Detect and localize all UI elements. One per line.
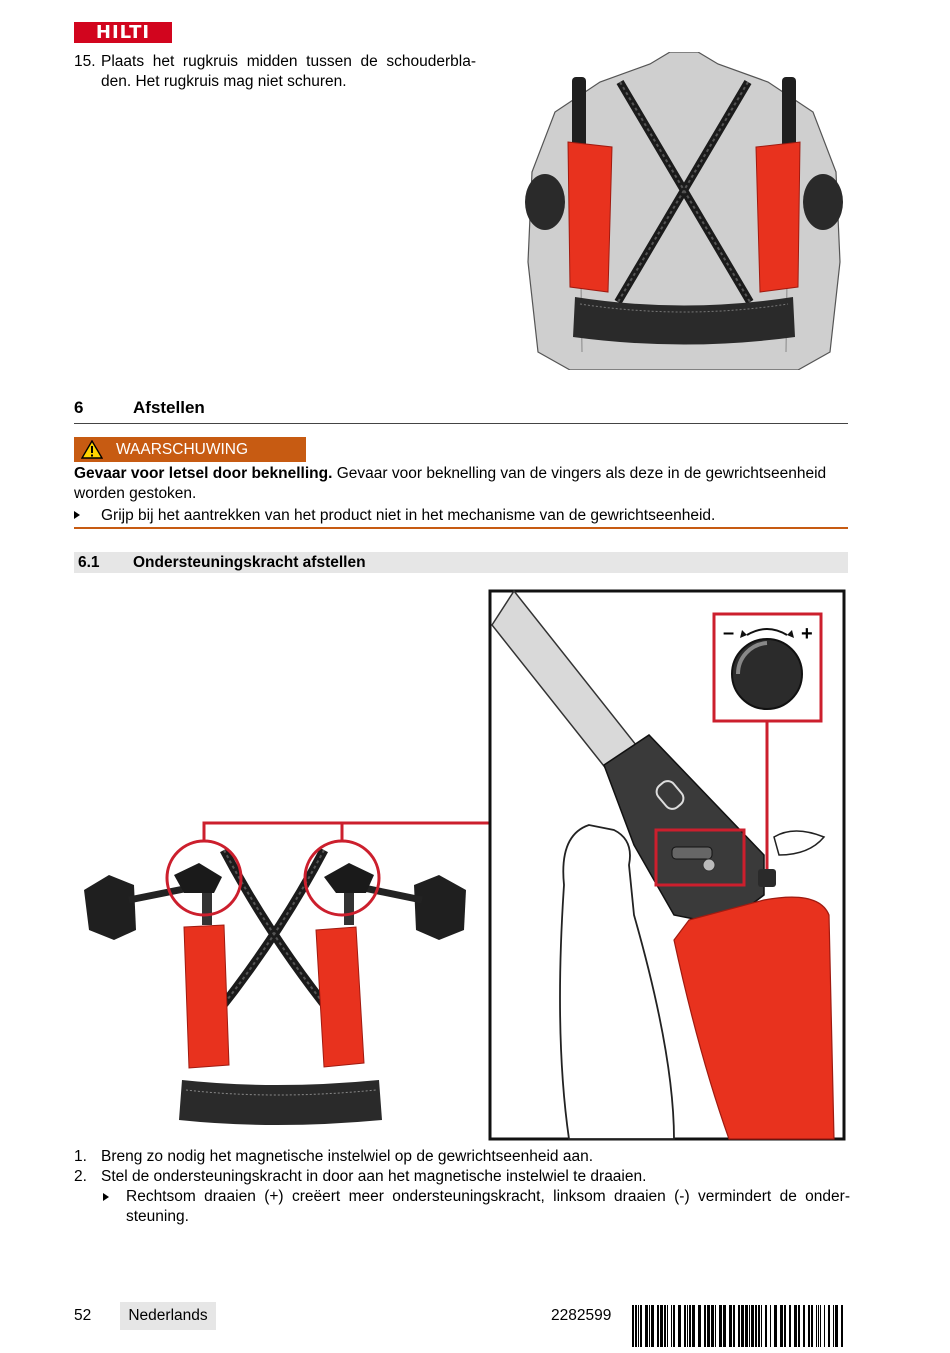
barcode-stripe xyxy=(803,1305,805,1347)
page-number: 52 xyxy=(74,1307,92,1324)
barcode-stripe xyxy=(707,1305,710,1347)
adjustment-illustration xyxy=(74,585,850,1141)
step-15 xyxy=(74,52,476,92)
barcode-stripe xyxy=(729,1305,732,1347)
sub-bullet-text: Rechtsom draaien (+) creëert meer ondersteuningskracht, linksom draaien (-) vermindert de onder- steuning. xyxy=(126,1188,850,1225)
barcode-stripe xyxy=(723,1305,726,1347)
barcode-stripe xyxy=(698,1305,701,1347)
barcode-stripe xyxy=(664,1305,666,1347)
barcode-stripe xyxy=(833,1305,834,1347)
warning-description: Gevaar voor beknelling van de vingers als deze in de gewrichtseenheid worden gestoken. xyxy=(74,465,827,502)
subsection-heading xyxy=(74,552,848,573)
barcode-stripe xyxy=(673,1305,675,1347)
barcode-stripe xyxy=(751,1305,754,1347)
barcode-stripe xyxy=(649,1305,650,1347)
step-number: 1. xyxy=(74,1148,87,1165)
warning-triangle-icon xyxy=(81,440,103,459)
subsection-number: 6.1 xyxy=(78,554,100,571)
warning-label xyxy=(74,437,306,462)
step-text: Breng zo nodig het magnetische instelwiel op de gewrichtseenheid aan. xyxy=(101,1148,594,1165)
barcode-stripe xyxy=(835,1305,838,1347)
barcode-stripe xyxy=(811,1305,813,1347)
section-heading xyxy=(74,398,848,424)
subsection-title: Ondersteuningskracht afstellen xyxy=(133,554,366,571)
barcode-stripe xyxy=(770,1305,771,1347)
barcode-stripe xyxy=(824,1305,825,1347)
barcode-stripe xyxy=(651,1305,654,1347)
exoskeleton-overview xyxy=(84,850,466,1125)
list-item xyxy=(74,1167,850,1187)
barcode-stripe xyxy=(841,1305,843,1347)
step-text: Plaats het rugkruis midden tussen de schouderbla- den. Het rugkruis mag niet schuren. xyxy=(101,53,476,90)
barcode-stripe xyxy=(667,1305,668,1347)
barcode xyxy=(632,1305,848,1347)
warning-text xyxy=(74,464,850,504)
hilti-logo: HILTI xyxy=(74,22,172,43)
barcode-stripe xyxy=(755,1305,757,1347)
section-number: 6 xyxy=(74,398,84,417)
warning-label-text: WAARSCHUWING xyxy=(116,441,249,458)
barcode-stripe xyxy=(638,1305,639,1347)
barcode-stripe xyxy=(687,1305,688,1347)
barcode-stripe xyxy=(774,1305,777,1347)
barcode-stripe xyxy=(808,1305,810,1347)
sub-bullet xyxy=(101,1187,850,1227)
step-number: 2. xyxy=(74,1168,87,1185)
barcode-stripe xyxy=(741,1305,744,1347)
barcode-stripe xyxy=(671,1305,672,1347)
barcode-stripe xyxy=(715,1305,716,1347)
barcode-stripe xyxy=(828,1305,830,1347)
language-label: Nederlands xyxy=(120,1302,216,1330)
barcode-stripe xyxy=(657,1305,659,1347)
bullet-icon xyxy=(103,1193,109,1201)
warning-bullet-text: Grijp bij het aantrekken van het product niet in het mechanisme van de gewrichtseenheid. xyxy=(101,507,716,524)
barcode-stripe xyxy=(761,1305,762,1347)
barcode-stripe xyxy=(632,1305,634,1347)
warning-bullet xyxy=(74,506,850,526)
barcode-stripe xyxy=(794,1305,797,1347)
barcode-stripe xyxy=(745,1305,748,1347)
barcode-stripe xyxy=(789,1305,791,1347)
barcode-stripe xyxy=(820,1305,821,1347)
back-view-illustration xyxy=(520,52,848,370)
barcode-stripe xyxy=(640,1305,642,1347)
document-code: 2282599 xyxy=(551,1307,612,1324)
barcode-stripe xyxy=(749,1305,750,1347)
barcode-stripe xyxy=(784,1305,786,1347)
barcode-stripe xyxy=(645,1305,648,1347)
barcode-stripe xyxy=(758,1305,760,1347)
barcode-stripe xyxy=(765,1305,767,1347)
barcode-stripe xyxy=(738,1305,740,1347)
dial-minus-label: – xyxy=(723,622,735,644)
barcode-stripe xyxy=(692,1305,695,1347)
barcode-stripe xyxy=(660,1305,663,1347)
barcode-stripe xyxy=(733,1305,735,1347)
barcode-stripe xyxy=(798,1305,800,1347)
barcode-stripe xyxy=(711,1305,714,1347)
step-list xyxy=(74,1147,850,1227)
barcode-stripe xyxy=(689,1305,691,1347)
barcode-stripe xyxy=(816,1305,817,1347)
barcode-stripe xyxy=(719,1305,722,1347)
barcode-stripe xyxy=(635,1305,637,1347)
bullet-icon xyxy=(74,511,80,519)
section-title: Afstellen xyxy=(133,398,205,417)
warning-divider xyxy=(74,527,848,529)
step-text: Stel de ondersteuningskracht in door aan het magnetische instelwiel te draaien. xyxy=(101,1168,647,1185)
step-number: 15. xyxy=(74,53,96,70)
list-item xyxy=(74,1147,850,1167)
barcode-stripe xyxy=(780,1305,783,1347)
barcode-stripe xyxy=(704,1305,706,1347)
barcode-stripe xyxy=(678,1305,681,1347)
barcode-stripe xyxy=(818,1305,819,1347)
dial-plus-label: + xyxy=(801,623,813,645)
warning-bold: Gevaar voor letsel door beknelling. xyxy=(74,465,333,482)
barcode-stripe xyxy=(684,1305,686,1347)
